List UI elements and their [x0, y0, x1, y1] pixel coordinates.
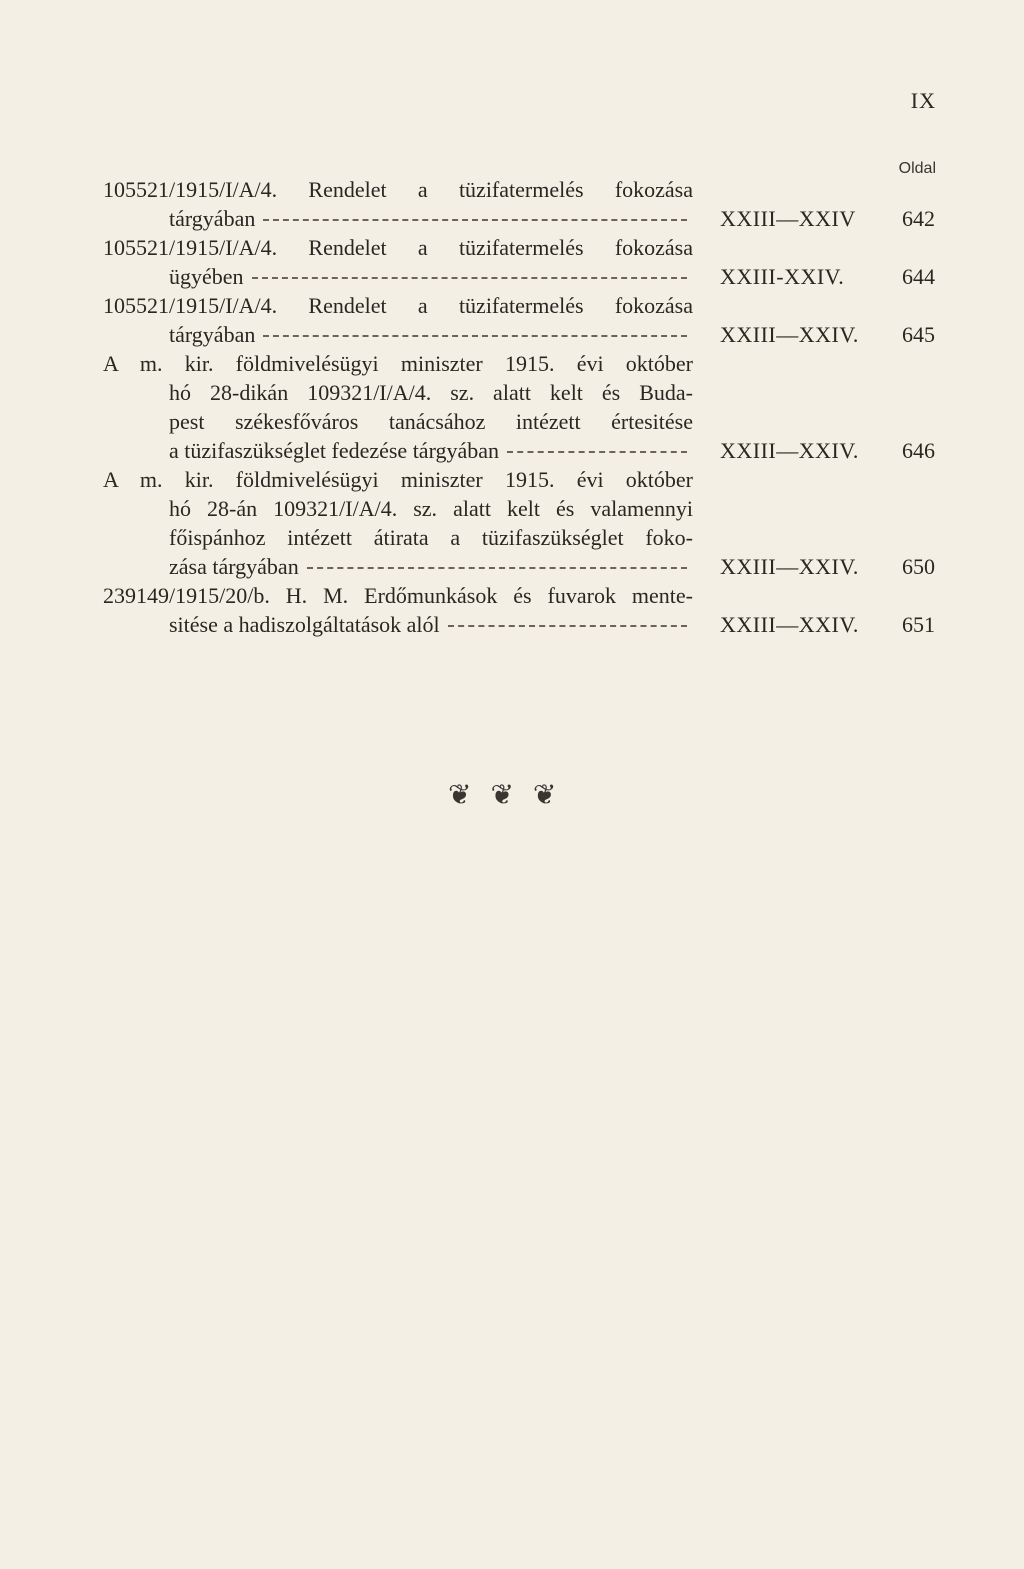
entry-last-text-wrap	[103, 262, 693, 291]
entry-text: tárgyában	[169, 322, 256, 347]
page-ref: 645	[902, 322, 935, 347]
leader-dots	[263, 335, 687, 337]
entry-text: zása tárgyában	[169, 554, 299, 579]
page-ref: 651	[902, 612, 935, 637]
leader-dots	[263, 219, 687, 221]
entry-line	[103, 494, 943, 523]
index-entry	[103, 291, 943, 349]
entry-text: főispánhoz intézett átirata a tüzifaszükséglet foko-	[169, 525, 693, 550]
entry-last-text-wrap	[103, 320, 693, 349]
leader-dots	[448, 625, 687, 627]
page-ref: 646	[902, 438, 935, 463]
entry-line	[103, 407, 943, 436]
entry-text: pest székesfőváros tanácsához intézett értesitése	[169, 409, 693, 434]
leader-dots	[252, 277, 687, 279]
entry-last-text-wrap	[103, 552, 693, 581]
entry-last-line	[103, 610, 943, 639]
entry-text: A m. kir. földmivelésügyi miniszter 1915. évi október	[103, 467, 693, 492]
entry-line	[103, 233, 943, 262]
entry-text: hó 28-dikán 109321/I/A/4. sz. alatt kelt és Buda-	[169, 380, 693, 405]
entry-last-line	[103, 320, 943, 349]
volume-range: XXIII—XXIV.	[720, 554, 859, 579]
entry-text: tárgyában	[169, 206, 256, 231]
page-number: IX	[910, 88, 936, 113]
index-entry	[103, 581, 943, 639]
entry-text: sitése a hadiszolgáltatások alól	[169, 612, 440, 637]
entry-line	[103, 523, 943, 552]
entry-line	[103, 175, 943, 204]
volume-range: XXIII-XXIV.	[720, 264, 845, 289]
index-entries	[103, 175, 943, 639]
entry-line	[103, 378, 943, 407]
entry-text: 105521/1915/I/A/4. Rendelet a tüzifatermelés fokozása	[103, 293, 693, 318]
column-heading-oldal: Oldal	[898, 160, 936, 177]
entry-text: a tüzifaszükséglet fedezése tárgyában	[169, 438, 500, 463]
volume-range: XXIII—XXIV.	[720, 438, 859, 463]
page-ref: 642	[902, 206, 935, 231]
volume-range: XXIII—XXIV.	[720, 322, 859, 347]
entry-line	[103, 581, 943, 610]
index-entry	[103, 349, 943, 465]
entry-text: A m. kir. földmivelésügyi miniszter 1915. évi október	[103, 351, 693, 376]
leader-dots	[507, 451, 687, 453]
index-entry	[103, 465, 943, 581]
volume-range: XXIII—XXIV	[720, 206, 856, 231]
entry-text: 239149/1915/20/b. H. M. Erdőmunkások és fuvarok mente-	[103, 583, 693, 608]
entry-last-line	[103, 552, 943, 581]
page-ref: 650	[902, 554, 935, 579]
entry-last-text-wrap	[103, 204, 693, 233]
entry-last-line	[103, 262, 943, 291]
entry-line	[103, 349, 943, 378]
leader-dots	[307, 567, 687, 569]
volume-range: XXIII—XXIV.	[720, 612, 859, 637]
entry-last-text-wrap	[103, 610, 693, 639]
index-entry	[103, 175, 943, 233]
page-ref: 644	[902, 264, 935, 289]
entry-last-text-wrap	[103, 436, 693, 465]
entry-text: ügyében	[169, 264, 244, 289]
entry-line	[103, 291, 943, 320]
entry-line	[103, 465, 943, 494]
entry-last-line	[103, 204, 943, 233]
entry-text: 105521/1915/I/A/4. Rendelet a tüzifatermelés fokozása	[103, 235, 693, 260]
index-entry	[103, 233, 943, 291]
ornament-fleurons: ❦ ❦ ❦	[448, 780, 563, 811]
entry-text: hó 28-án 109321/I/A/4. sz. alatt kelt és valamennyi	[169, 496, 693, 521]
entry-text: 105521/1915/I/A/4. Rendelet a tüzifatermelés fokozása	[103, 177, 693, 202]
entry-last-line	[103, 436, 943, 465]
